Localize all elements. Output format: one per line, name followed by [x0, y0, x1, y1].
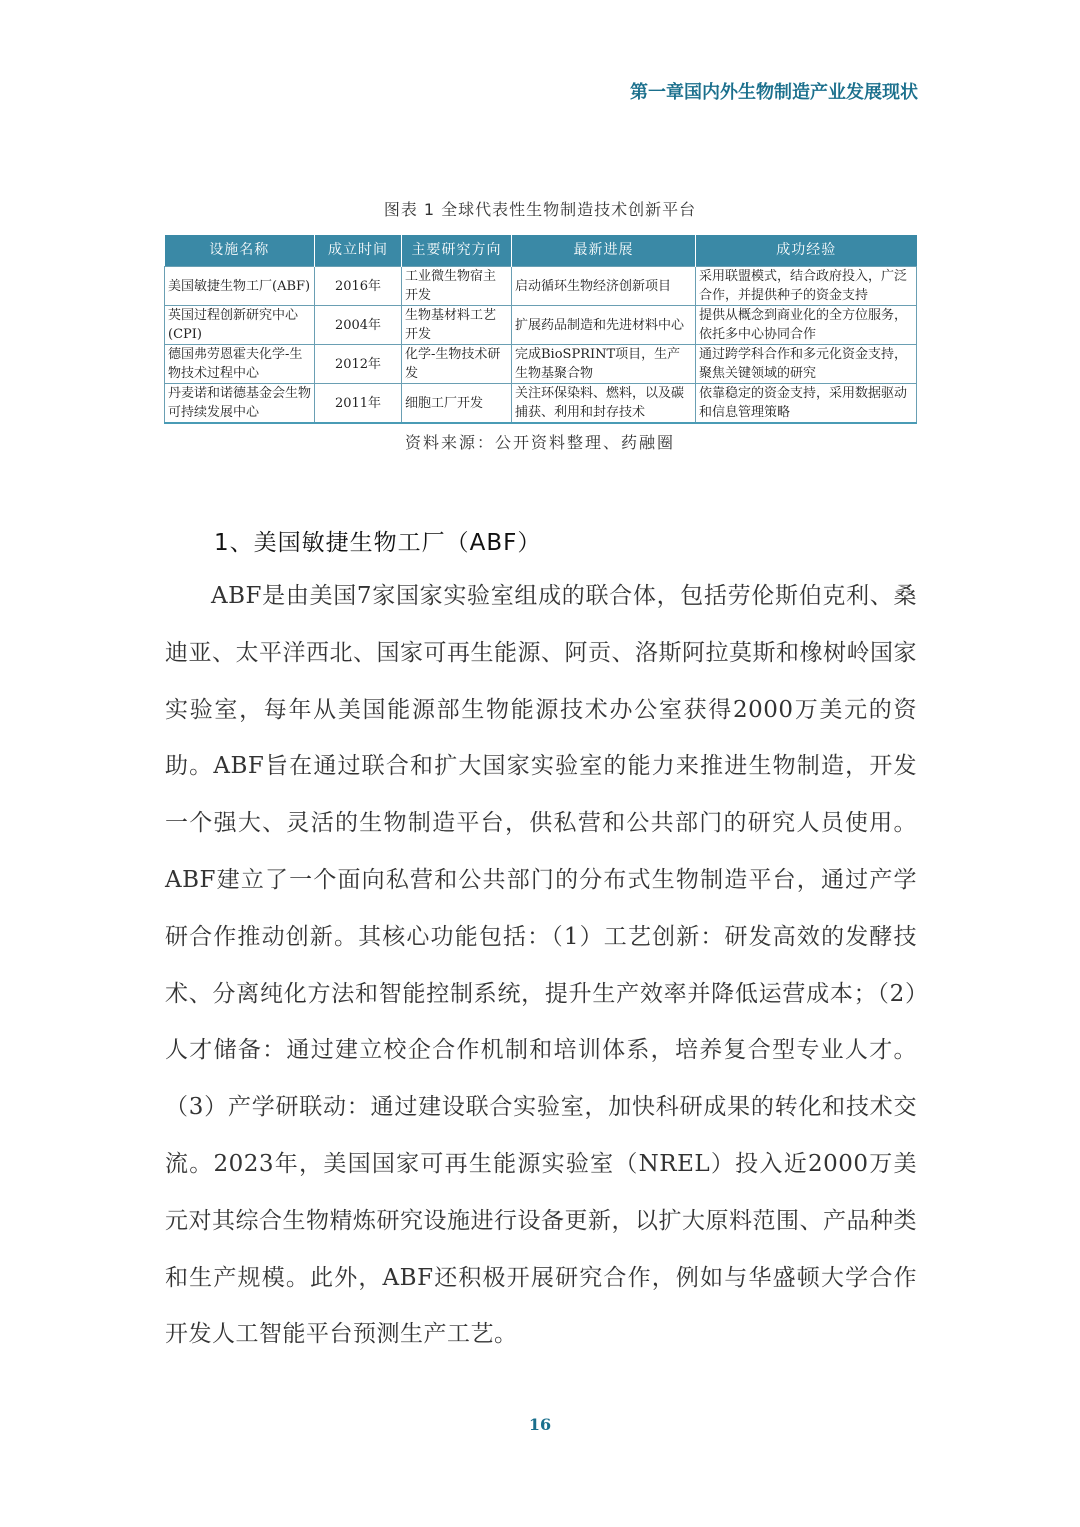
- table-source: 资料来源：公开资料整理、药融圈: [404, 433, 675, 452]
- table-row: [165, 384, 917, 424]
- table-cell: 通过跨学科合作和多元化资金支持，聚焦关键领域的研究: [696, 345, 917, 384]
- table-cell: 关注环保染料、燃料，以及碳捕获、利用和封存技术: [512, 384, 696, 424]
- table-cell: 采用联盟模式，结合政府投入，广泛合作，并提供种子的资金支持: [696, 267, 917, 306]
- table-cell: 依靠稳定的资金支持，采用数据驱动和信息管理策略: [696, 384, 917, 424]
- table-header-row: [165, 235, 917, 267]
- column-header: 主要研究方向: [402, 235, 512, 267]
- table-cell: 启动循环生物经济创新项目: [512, 267, 696, 306]
- table-caption: 图表 1 全球代表性生物制造技术创新平台: [383, 200, 697, 219]
- table-row: [165, 267, 917, 306]
- table-cell: 2016年: [315, 267, 402, 306]
- column-header: 最新进展: [512, 235, 696, 267]
- table-cell: 细胞工厂开发: [402, 384, 512, 424]
- table-row: [165, 345, 917, 384]
- table-cell: 化学-生物技术研发: [402, 345, 512, 384]
- platforms-table: [164, 235, 917, 424]
- table-cell: 丹麦诺和诺德基金会生物可持续发展中心: [165, 384, 315, 424]
- page-number: 16: [528, 1415, 552, 1434]
- table-cell: 德国弗劳恩霍夫化学-生物技术过程中心: [165, 345, 315, 384]
- table-cell: 生物基材料工艺开发: [402, 306, 512, 345]
- table-cell: 完成BioSPRINT项目，生产生物基聚合物: [512, 345, 696, 384]
- table-cell: 工业微生物宿主开发: [402, 267, 512, 306]
- table-cell: 美国敏捷生物工厂(ABF): [165, 267, 315, 306]
- table-cell: 2004年: [315, 306, 402, 345]
- table-row: [165, 306, 917, 345]
- column-header: 成功经验: [696, 235, 917, 267]
- table-cell: 2012年: [315, 345, 402, 384]
- table-cell: 扩展药品制造和先进材料中心: [512, 306, 696, 345]
- table-cell: 2011年: [315, 384, 402, 424]
- column-header: 成立时间: [315, 235, 402, 267]
- section-heading: 1、美国敏捷生物工厂（ABF）: [214, 530, 542, 556]
- column-header: 设施名称: [165, 235, 315, 267]
- table-cell: 英国过程创新研究中心(CPI): [165, 306, 315, 345]
- body-paragraph: ABF是由美国7家国家实验室组成的联合体，包括劳伦斯伯克利、桑迪亚、太平洋西北、国家可再生能源、阿贡、洛斯阿拉莫斯和橡树岭国家实验室，每年从美国能源部生物能源技术办公室获得2000万美元的资助。ABF旨在通过联合和扩大国家实验室的能力来推进生物制造，开发一个强大、灵活的生物制造平台，供私营和公共部门的研究人员使用。ABF建立了一个面向私营和公共部门的分布式生物制造平台，通过产学研合作推动创新。其核心功能包括：（1）工艺创新：研发高效的发酵技术、分离纯化方法和智能控制系统，提升生产效率并降低运营成本；（2）人才储备：通过建立校企合作机制和培训体系，培养复合型专业人才。（3）产学研联动：通过建设联合实验室，加快科研成果的转化和技术交流。2023年，美国国家可再生能源实验室（NREL）投入近2000万美元对其综合生物精炼研究设施进行设备更新，以扩大原料范围、产品种类和生产规模。此外，ABF还积极开展研究合作，例如与华盛顿大学合作开发人工智能平台预测生产工艺。: [165, 583, 917, 1348]
- chapter-header: 第一章国内外生物制造产业发展现状: [630, 82, 918, 103]
- table-cell: 提供从概念到商业化的全方位服务，依托多中心协同合作: [696, 306, 917, 345]
